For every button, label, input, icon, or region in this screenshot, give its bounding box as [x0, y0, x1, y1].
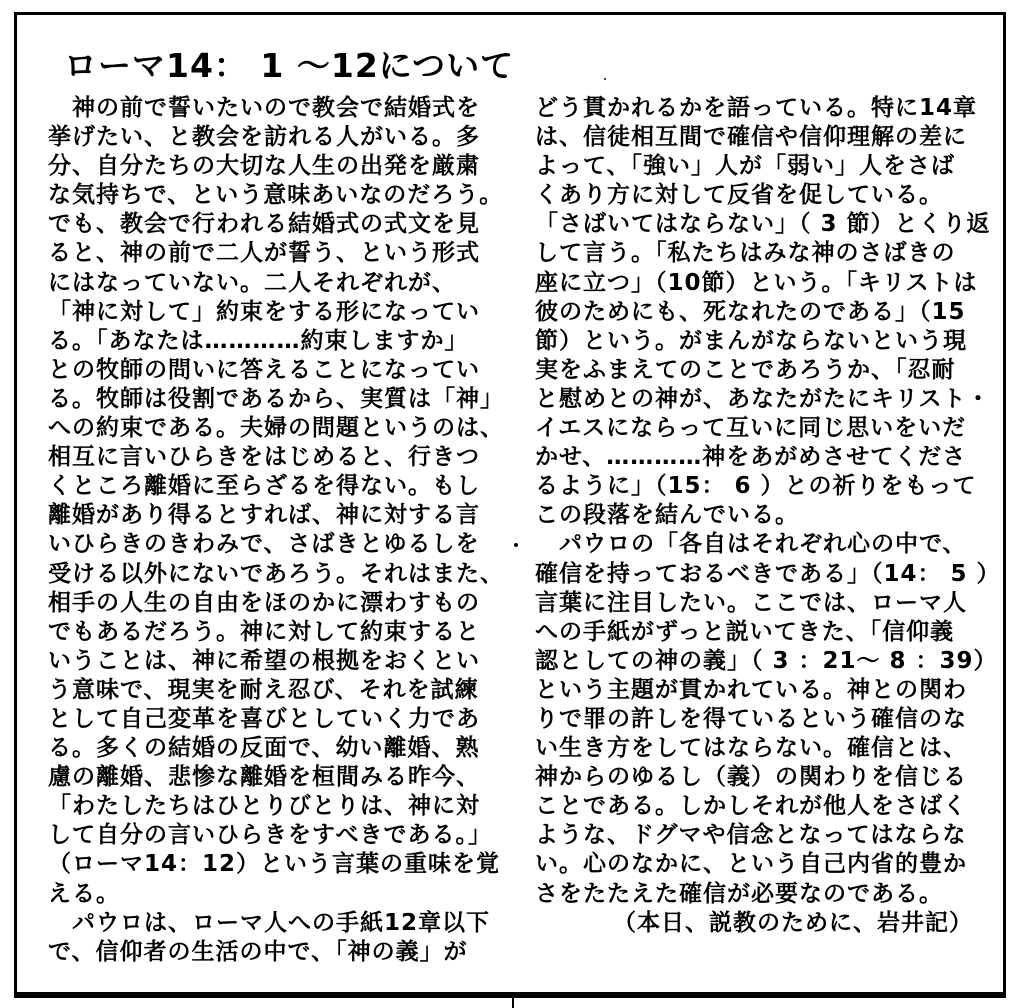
text-line: として自己変革を喜びとしていく力であ — [48, 705, 480, 732]
text-line: る。多くの結婚の反面で、幼い離婚、熟 — [48, 735, 480, 762]
text-line: 相手の人生の自由をほのかに漂わすもの — [48, 589, 480, 616]
text-line: でも、教会で行われる結婚式の式文を見 — [48, 211, 480, 238]
text-line: という主題が貫かれている。神との関わ — [535, 676, 967, 703]
text-line: りで罪の許しを得ているという確信のな — [535, 705, 967, 732]
text-line: 実をふまえてのことであろうか、「忍耐 — [535, 356, 956, 383]
text-line: で、信仰者の生活の中で、「神の義」が — [48, 938, 468, 965]
text-line: 認としての神の義」（ 3 ：21〜 8 ：39） — [535, 647, 998, 674]
text-line: への約束である。夫婦の問題というのは、 — [48, 415, 504, 442]
left-column — [48, 94, 504, 967]
text-line: と慰めとの神が、あなたがたにキリスト・ — [535, 385, 991, 412]
text-line: ると、神の前で二人が誓う、という形式 — [48, 240, 480, 267]
text-line: パウロの「各自はそれぞれ心の中で、 — [535, 531, 967, 558]
text-line: 相互に言いひらきをはじめると、行きつ — [48, 444, 480, 471]
text-line: イエスにならって互いに同じ思いをいだ — [535, 415, 967, 442]
text-line: 神からのゆるし（義）の関わりを信じる — [535, 764, 967, 791]
text-line: 神の前で誓いたいので教会で結婚式を — [48, 95, 480, 121]
text-line: して言う。「私たちはみな神のさばきの — [535, 240, 956, 267]
text-line: 「わたしたちはひとりびとりは、神に対 — [48, 793, 480, 820]
text-line: う意味で、現実を耐え忍び、それを試練 — [48, 676, 479, 703]
scan-speck — [604, 78, 606, 80]
text-line: パウロは、ローマ人への手紙12章以下 — [48, 909, 491, 936]
text-line: 節）という。がまんがならないという現 — [535, 327, 967, 354]
text-line: にはなっていない。二人それぞれが、 — [48, 269, 456, 296]
right-column — [535, 94, 1001, 938]
text-line: るように」（15： 6 ）との祈りをもって — [535, 473, 977, 500]
text-line: 挙げたい、と教会を訪れる人がいる。多 — [48, 124, 480, 151]
text-line: との牧師の問いに答えることになってい — [48, 356, 480, 383]
text-line: る。牧師は役割であるから、実質は「神」 — [48, 385, 504, 412]
text-line: い。心のなかに、という自己内省的豊か — [535, 851, 967, 878]
text-line: いうことは、神に希望の根拠をおくとい — [48, 647, 480, 674]
text-line: える。 — [48, 880, 120, 907]
text-line: （ローマ14：12）という言葉の重味を覚 — [48, 851, 501, 878]
text-line: さをたたえた確信が必要なのである。 — [535, 880, 943, 907]
text-line: い生き方をしてはならない。確信とは、 — [535, 735, 967, 762]
text-line: ことである。しかしそれが他人をさばく — [535, 793, 967, 820]
bottom-divider — [512, 995, 514, 1008]
text-line: よって、「強い」人が「弱い」人をさば — [535, 153, 956, 180]
text-line: 確信を持っておるべきである」（14： 5 ） — [535, 560, 1001, 587]
text-line: 慮の離婚、悲惨な離婚を桓間みる昨今、 — [48, 764, 480, 791]
text-line: 彼のためにも、死なれたのである」（15 — [535, 298, 966, 325]
text-line: 「さばいてはならない」（ 3 節）とくり返 — [535, 211, 991, 238]
text-line: くあり方に対して反省を促している。 — [535, 182, 943, 209]
text-line: かせ、…………神をあがめさせてくださ — [535, 444, 967, 471]
text-line: くところ離婚に至らざるを得ない。もし — [48, 473, 480, 500]
bottom-rule — [14, 995, 1006, 998]
text-line: への手紙がずっと説いてきた、「信仰義 — [535, 618, 955, 645]
text-line: 「神に対して」約束をする形になってい — [48, 298, 480, 325]
text-line: して自分の言いひらきをすべきである。」 — [48, 822, 493, 849]
signature: （本日、説教のために、岩井記） — [613, 909, 973, 936]
text-line: は、信徒相互間で確信や信仰理解の差に — [535, 124, 967, 151]
scan-dot — [514, 543, 518, 547]
text-line: この段落を結んでいる。 — [535, 502, 799, 529]
text-line: でもあるだろう。神に対して約束すると — [48, 618, 480, 645]
text-line: 座に立つ」（10節）という。「キリストは — [535, 269, 978, 296]
text-line: ような、ドグマや信念となってはならな — [535, 822, 967, 849]
text-line: 受ける以外にないであろう。それはまた、 — [48, 560, 504, 587]
text-line: 離婚があり得るとすれば、神に対する言 — [48, 502, 480, 529]
text-line: る。「あなたは…………約束しますか」 — [48, 327, 469, 354]
text-line: な気持ちで、という意味あいなのだろう。 — [48, 182, 504, 209]
text-line: 分、自分たちの大切な人生の出発を厳粛 — [48, 153, 480, 180]
text-line: いひらきのきわみで、さばきとゆるしを — [48, 531, 480, 558]
article-title: ローマ14： 1 〜12について — [64, 46, 515, 85]
text-line: どう貫かれるかを語っている。特に14章 — [535, 95, 978, 121]
text-line: 言葉に注目したい。ここでは、ローマ人 — [535, 589, 967, 616]
